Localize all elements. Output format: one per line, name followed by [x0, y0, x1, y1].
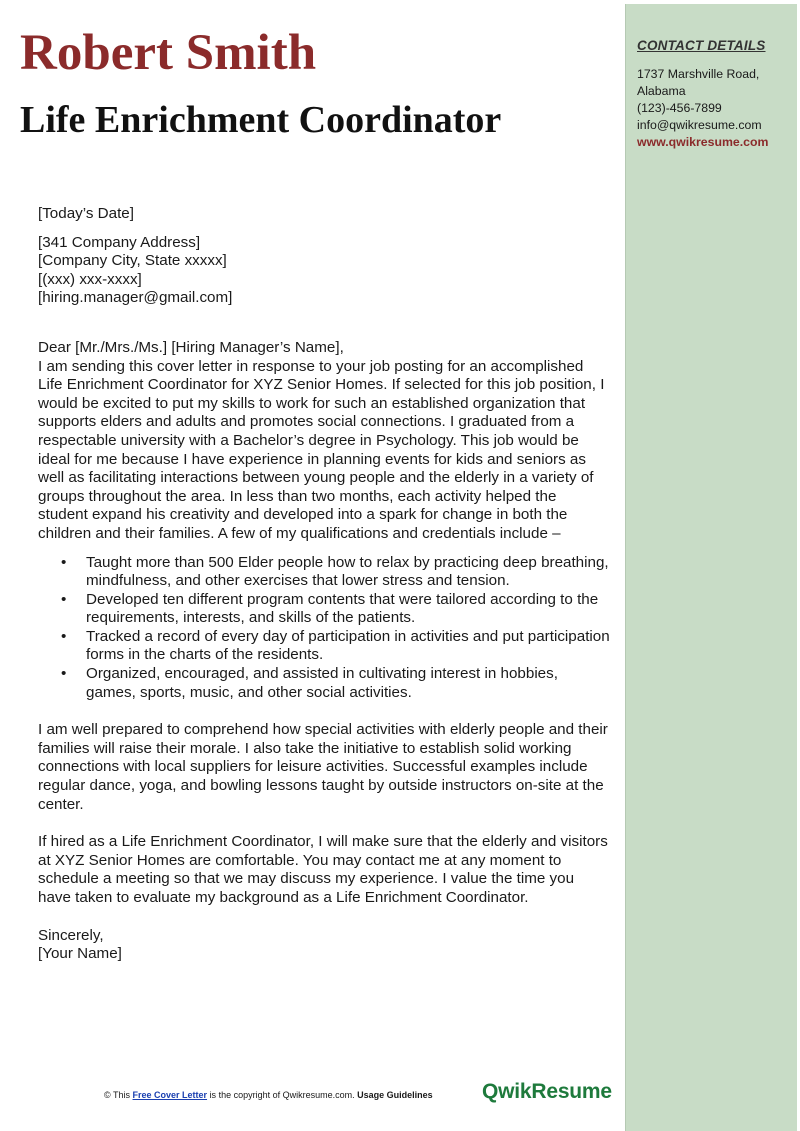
signature: [Your Name]: [38, 945, 122, 963]
salutation: Dear [Mr./Mrs./Ms.] [Hiring Manager’s Name],: [38, 338, 344, 356]
letter-date: [Today’s Date]: [38, 205, 134, 222]
job-title: Life Enrichment Coordinator: [20, 99, 502, 141]
recipient-address: [341 Company Address]: [38, 233, 201, 251]
paragraph-intro: I am sending this cover letter in response to your job posting for an accomplished Life Enrichment Coordinator for XYZ Senior Homes. If selected for this job position, I would be excited to put my skills to work for such an established organization that supports elders and adults and promotes social connections. I graduated from a respectable university with a Bachelor’s degree in Psychology. This job would be ideal for me because I have experience in planning events for kids and seniors as well as facilitating interactions between young people and the elderly in a variety of groups throughout the area. In less than two months, each activity helped the student expand his creativity and developed into a spark for change in both the children and their families. A few of my qualifications and credentials include –: [38, 357, 605, 542]
contact-address-line1: 1737 Marshville Road,: [637, 67, 760, 81]
free-cover-letter-link[interactable]: Free Cover Letter: [132, 1090, 208, 1100]
contact-address-line2: Alabama: [637, 84, 686, 98]
recipient-city: [Company City, State xxxxx]: [38, 252, 227, 270]
paragraph-middle: I am well prepared to comprehend how special activities with elderly people and their families will raise their morale. I also take the initiative to establish solid working connections with local suppliers for leisure activities. Successful examples include regular dance, yoga, and bowling lessons taught by outside instructors on-site at the center.: [38, 721, 608, 813]
list-item: • Organized, encouraged, and assisted in cultivating interest in hobbies, games, sports, music, and other social activities.: [86, 665, 610, 702]
recipient-block: [38, 234, 610, 308]
list-item: • Taught more than 500 Elder people how to relax by practicing deep breathing, mindfulness, and other exercises that lower stress and tension.: [86, 554, 610, 591]
paragraph-closing: If hired as a Life Enrichment Coordinator, I will make sure that the elderly and visitors at XYZ Senior Homes are comfortable. You may contact me at any moment to schedule a meeting so that we may discuss my experience. I value the time you have taken to evaluate my background as a Life Enrichment Coordinator.: [38, 833, 608, 906]
contact-phone: (123)-456-7899: [637, 101, 722, 115]
contact-heading: CONTACT DETAILS: [637, 38, 766, 53]
copyright-icon: ©: [104, 1090, 111, 1100]
letter-body: [38, 205, 610, 964]
footer-prefix: This: [112, 1090, 130, 1100]
qwikresume-logo: QwikResume: [482, 1080, 612, 1103]
footer-copyright: [104, 1090, 433, 1100]
contact-email[interactable]: info@qwikresume.com: [637, 118, 762, 132]
applicant-name: Robert Smith: [20, 25, 317, 81]
contact-sidebar: [625, 4, 797, 1131]
contact-website[interactable]: www.qwikresume.com: [637, 135, 769, 149]
closing: Sincerely,: [38, 926, 104, 944]
list-item: • Developed ten different program contents that were tailored according to the requirements, interests, and skills of the patients.: [86, 591, 610, 628]
footer-middle: is the copyright of Qwikresume.com.: [209, 1090, 355, 1100]
recipient-email: [hiring.manager@gmail.com]: [38, 289, 233, 307]
list-item: • Tracked a record of every day of participation in activities and put participation forms in the charts of the residents.: [86, 628, 610, 665]
qualifications-list: [38, 554, 610, 703]
recipient-phone: [(xxx) xxx-xxxx]: [38, 270, 142, 288]
usage-guidelines-link[interactable]: Usage Guidelines: [357, 1090, 433, 1100]
contact-details: [637, 66, 792, 151]
